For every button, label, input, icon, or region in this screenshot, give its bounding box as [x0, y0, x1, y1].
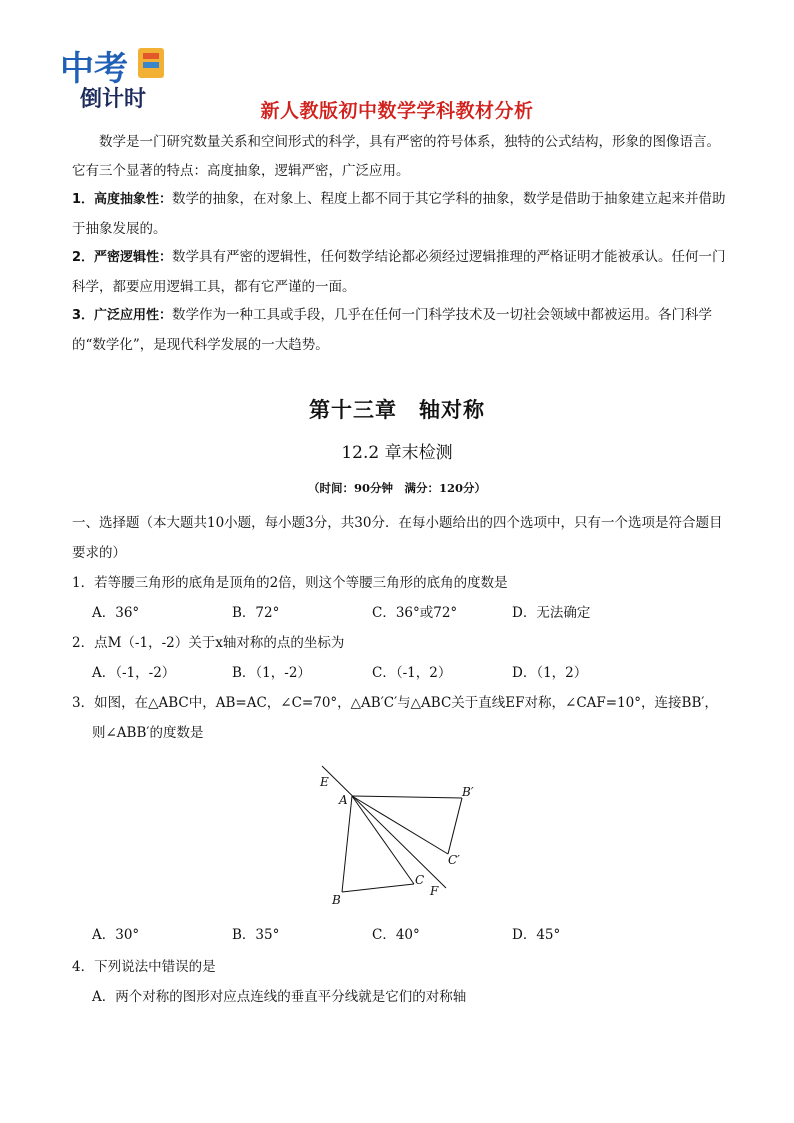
option: A．30°: [92, 927, 140, 943]
question-2-options: [72, 658, 732, 688]
label-A: A: [339, 793, 348, 807]
feature-2-label: 2．严密逻辑性：: [72, 250, 173, 265]
option: A．（-1，-2）: [92, 665, 176, 681]
header-title: 新人教版初中数学学科教材分析: [260, 100, 534, 122]
option: C．36°或72°: [372, 605, 458, 621]
option: A．两个对称的图形对应点连线的垂直平分线就是它们的对称轴: [92, 989, 467, 1005]
exam-info: （时间：90分钟 满分：120分）: [307, 481, 486, 495]
segment-AC-prime: [352, 796, 448, 854]
part1-heading: 一、选择题（本大题共10小题，每小题3分，共30分．在每小题给出的四个选项中，只有一个选项是符合题目要求的）: [72, 515, 723, 561]
option: C．（-1，2）: [372, 665, 452, 681]
option: B．72°: [232, 605, 280, 621]
question-4: [72, 952, 732, 1012]
feature-2: [72, 243, 726, 301]
segment-AC: [352, 796, 414, 884]
label-F: F: [430, 884, 439, 898]
questions-section: [72, 508, 732, 748]
option: D．（1，2）: [512, 665, 588, 681]
option: C．40°: [372, 927, 420, 943]
feature-3: [72, 301, 726, 359]
segment-AB: [342, 796, 352, 892]
line-EF: [322, 766, 446, 888]
question-3-stem: 3．如图，在△ABC中，AB=AC，∠C=70°，△AB′C′与△ABC关于直线EF对称，∠CAF=10°，连接BB′，: [72, 695, 718, 711]
section-title: 12.2 章末检测: [341, 443, 453, 463]
option: A．36°: [92, 605, 140, 621]
feature-1-text: 数学的抽象，在对象上、程度上都不同于其它学科的抽象，数学是借助于抽象建立起来并借助于抽象发展的。: [72, 191, 726, 237]
label-E: E: [320, 775, 329, 789]
feature-3-text: 数学作为一种工具或手段，几乎在任何一门科学技术及一切社会领域中都被运用。各门科学的“数学化”，是现代科学发展的一大趋势。: [72, 307, 713, 353]
feature-3-label: 3．广泛应用性：: [72, 308, 173, 323]
option: B．（1，-2）: [232, 665, 311, 681]
label-B: B: [332, 893, 341, 907]
feature-1-label: 1．高度抽象性：: [72, 192, 173, 207]
intro-paragraph: 数学是一门研究数量关系和空间形式的科学，具有严密的符号体系，独特的公式结构，形象的图像语言。它有三个显著的特点：高度抽象，逻辑严密，广泛应用。: [72, 134, 720, 179]
option: B．35°: [232, 927, 280, 943]
chapter-title: 第十三章 轴对称: [309, 398, 485, 422]
label-B-prime: B′: [462, 785, 474, 799]
question-1-stem: 1．若等腰三角形的底角是顶角的2倍，则这个等腰三角形的底角的度数是: [72, 575, 508, 591]
segment-AB-prime: [352, 796, 462, 798]
logo-text-bottom: 倒计时: [80, 87, 147, 112]
segment-BC: [342, 884, 414, 892]
question-3-stem-cont: 则∠ABB′的度数是: [92, 725, 204, 741]
logo-text-top: 中考: [60, 49, 128, 89]
intro-section: [72, 128, 726, 359]
label-C-prime: C′: [448, 853, 460, 867]
option: D．45°: [512, 927, 561, 943]
question-1-options: [72, 598, 732, 628]
feature-2-text: 数学具有严密的逻辑性，任何数学结论都必须经过逻辑推理的严格证明才能被承认。任何一门科学，都要应用逻辑工具，都有它严谨的一面。: [72, 249, 726, 295]
segment-B-prime-C-prime: [448, 798, 462, 854]
question-4-stem: 4．下列说法中错误的是: [72, 959, 216, 975]
feature-1: [72, 185, 726, 243]
question-3-options: [72, 920, 732, 950]
label-C: C: [415, 873, 425, 887]
option: D．无法确定: [512, 605, 591, 621]
geometry-figure: [300, 762, 480, 912]
question-2-stem: 2．点M（-1，-2）关于x轴对称的点的坐标为: [72, 635, 345, 651]
